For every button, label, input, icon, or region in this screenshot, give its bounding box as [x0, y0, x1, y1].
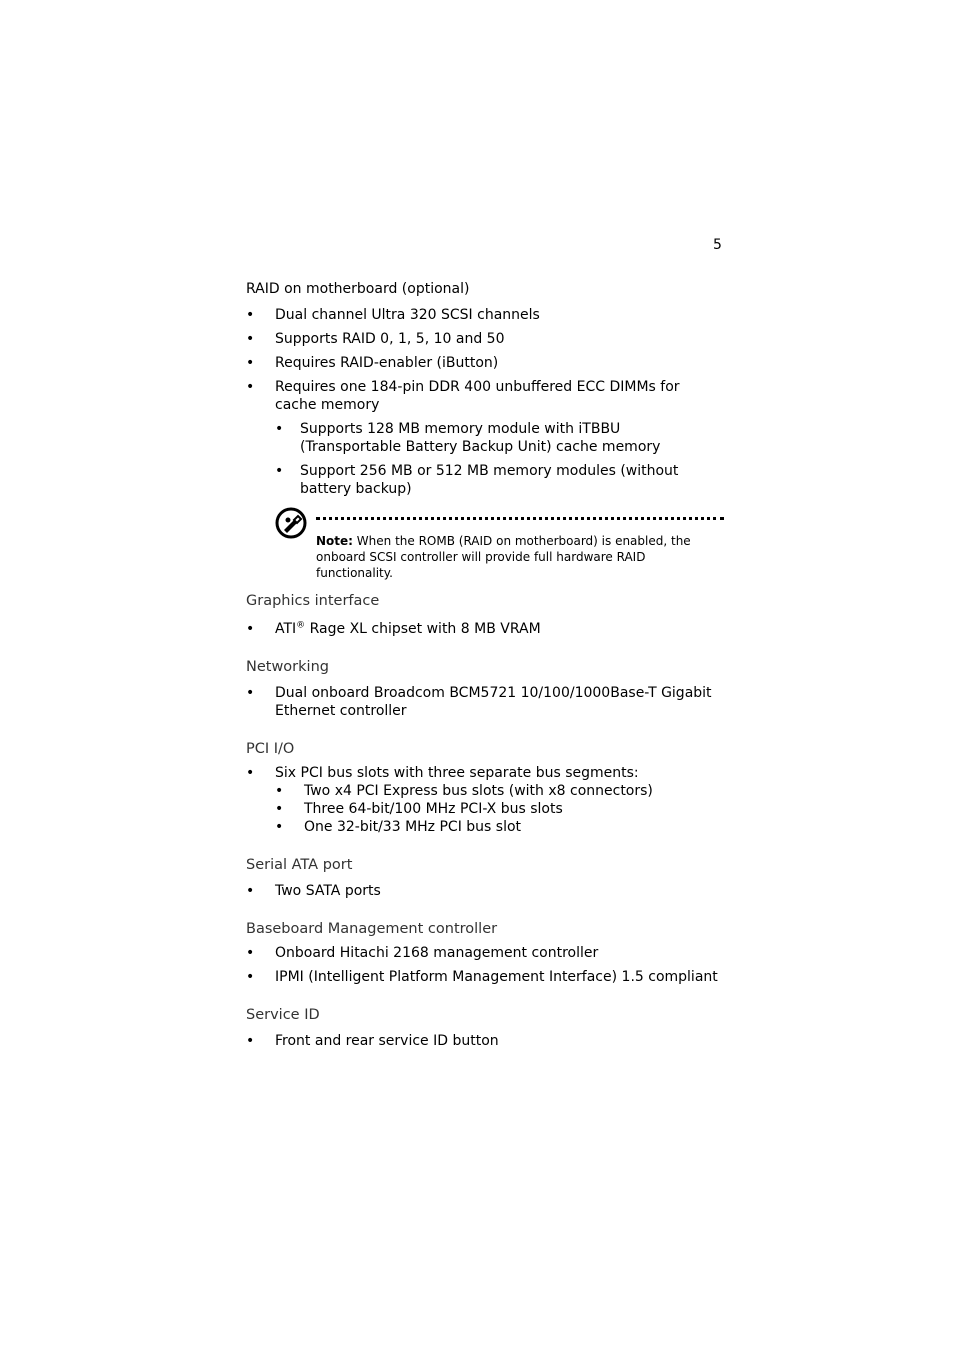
list-item: • Dual channel Ultra 320 SCSI channels	[246, 307, 540, 323]
list-item: • Supports RAID 0, 1, 5, 10 and 50	[246, 331, 505, 347]
list-item: • Requires RAID-enabler (iButton)	[246, 355, 499, 371]
note-divider	[316, 517, 724, 520]
sub-list-item: • Supports 128 MB memory module with iTBBU (Transportable Battery Backup Unit) cache memory	[275, 421, 661, 455]
sub-list-item: • Two x4 PCI Express bus slots (with x8 connectors)	[275, 783, 653, 799]
note-block	[246, 506, 724, 582]
list-item: • Six PCI bus slots with three separate bus segments:	[246, 765, 639, 781]
list-item: • Front and rear service ID button	[246, 1033, 499, 1049]
list-item: • Requires one 184-pin DDR 400 unbuffered ECC DIMMs for cache memory	[246, 379, 680, 413]
list-item: • IPMI (Intelligent Platform Management Interface) 1.5 compliant	[246, 969, 718, 985]
note-text: Note: When the ROMB (RAID on motherboard) is enabled, the onboard SCSI controller will provide full hardware RAID functionality.	[316, 534, 691, 580]
networking-section-title: Networking	[246, 659, 329, 675]
raid-section-title: RAID on motherboard (optional)	[246, 281, 470, 297]
page-number: 5	[713, 237, 722, 253]
sata-section-title: Serial ATA port	[246, 857, 353, 873]
list-item: • Onboard Hitachi 2168 management controller	[246, 945, 599, 961]
service-section-title: Service ID	[246, 1007, 320, 1023]
sub-list-item: • One 32-bit/33 MHz PCI bus slot	[275, 819, 522, 835]
list-item: • ATI® Rage XL chipset with 8 MB VRAM	[246, 620, 541, 637]
graphics-section-title: Graphics interface	[246, 593, 380, 609]
page-content	[246, 280, 724, 1050]
list-item: • Two SATA ports	[246, 883, 381, 899]
bmc-section-title: Baseboard Management controller	[246, 921, 498, 937]
sub-list-item: • Support 256 MB or 512 MB memory modules (without battery backup)	[275, 463, 679, 497]
list-item: • Dual onboard Broadcom BCM5721 10/100/1000Base-T Gigabit Ethernet controller	[246, 685, 712, 719]
note-icon	[274, 506, 308, 540]
pci-section-title: PCI I/O	[246, 741, 295, 757]
sub-list-item: • Three 64-bit/100 MHz PCI-X bus slots	[275, 801, 563, 817]
